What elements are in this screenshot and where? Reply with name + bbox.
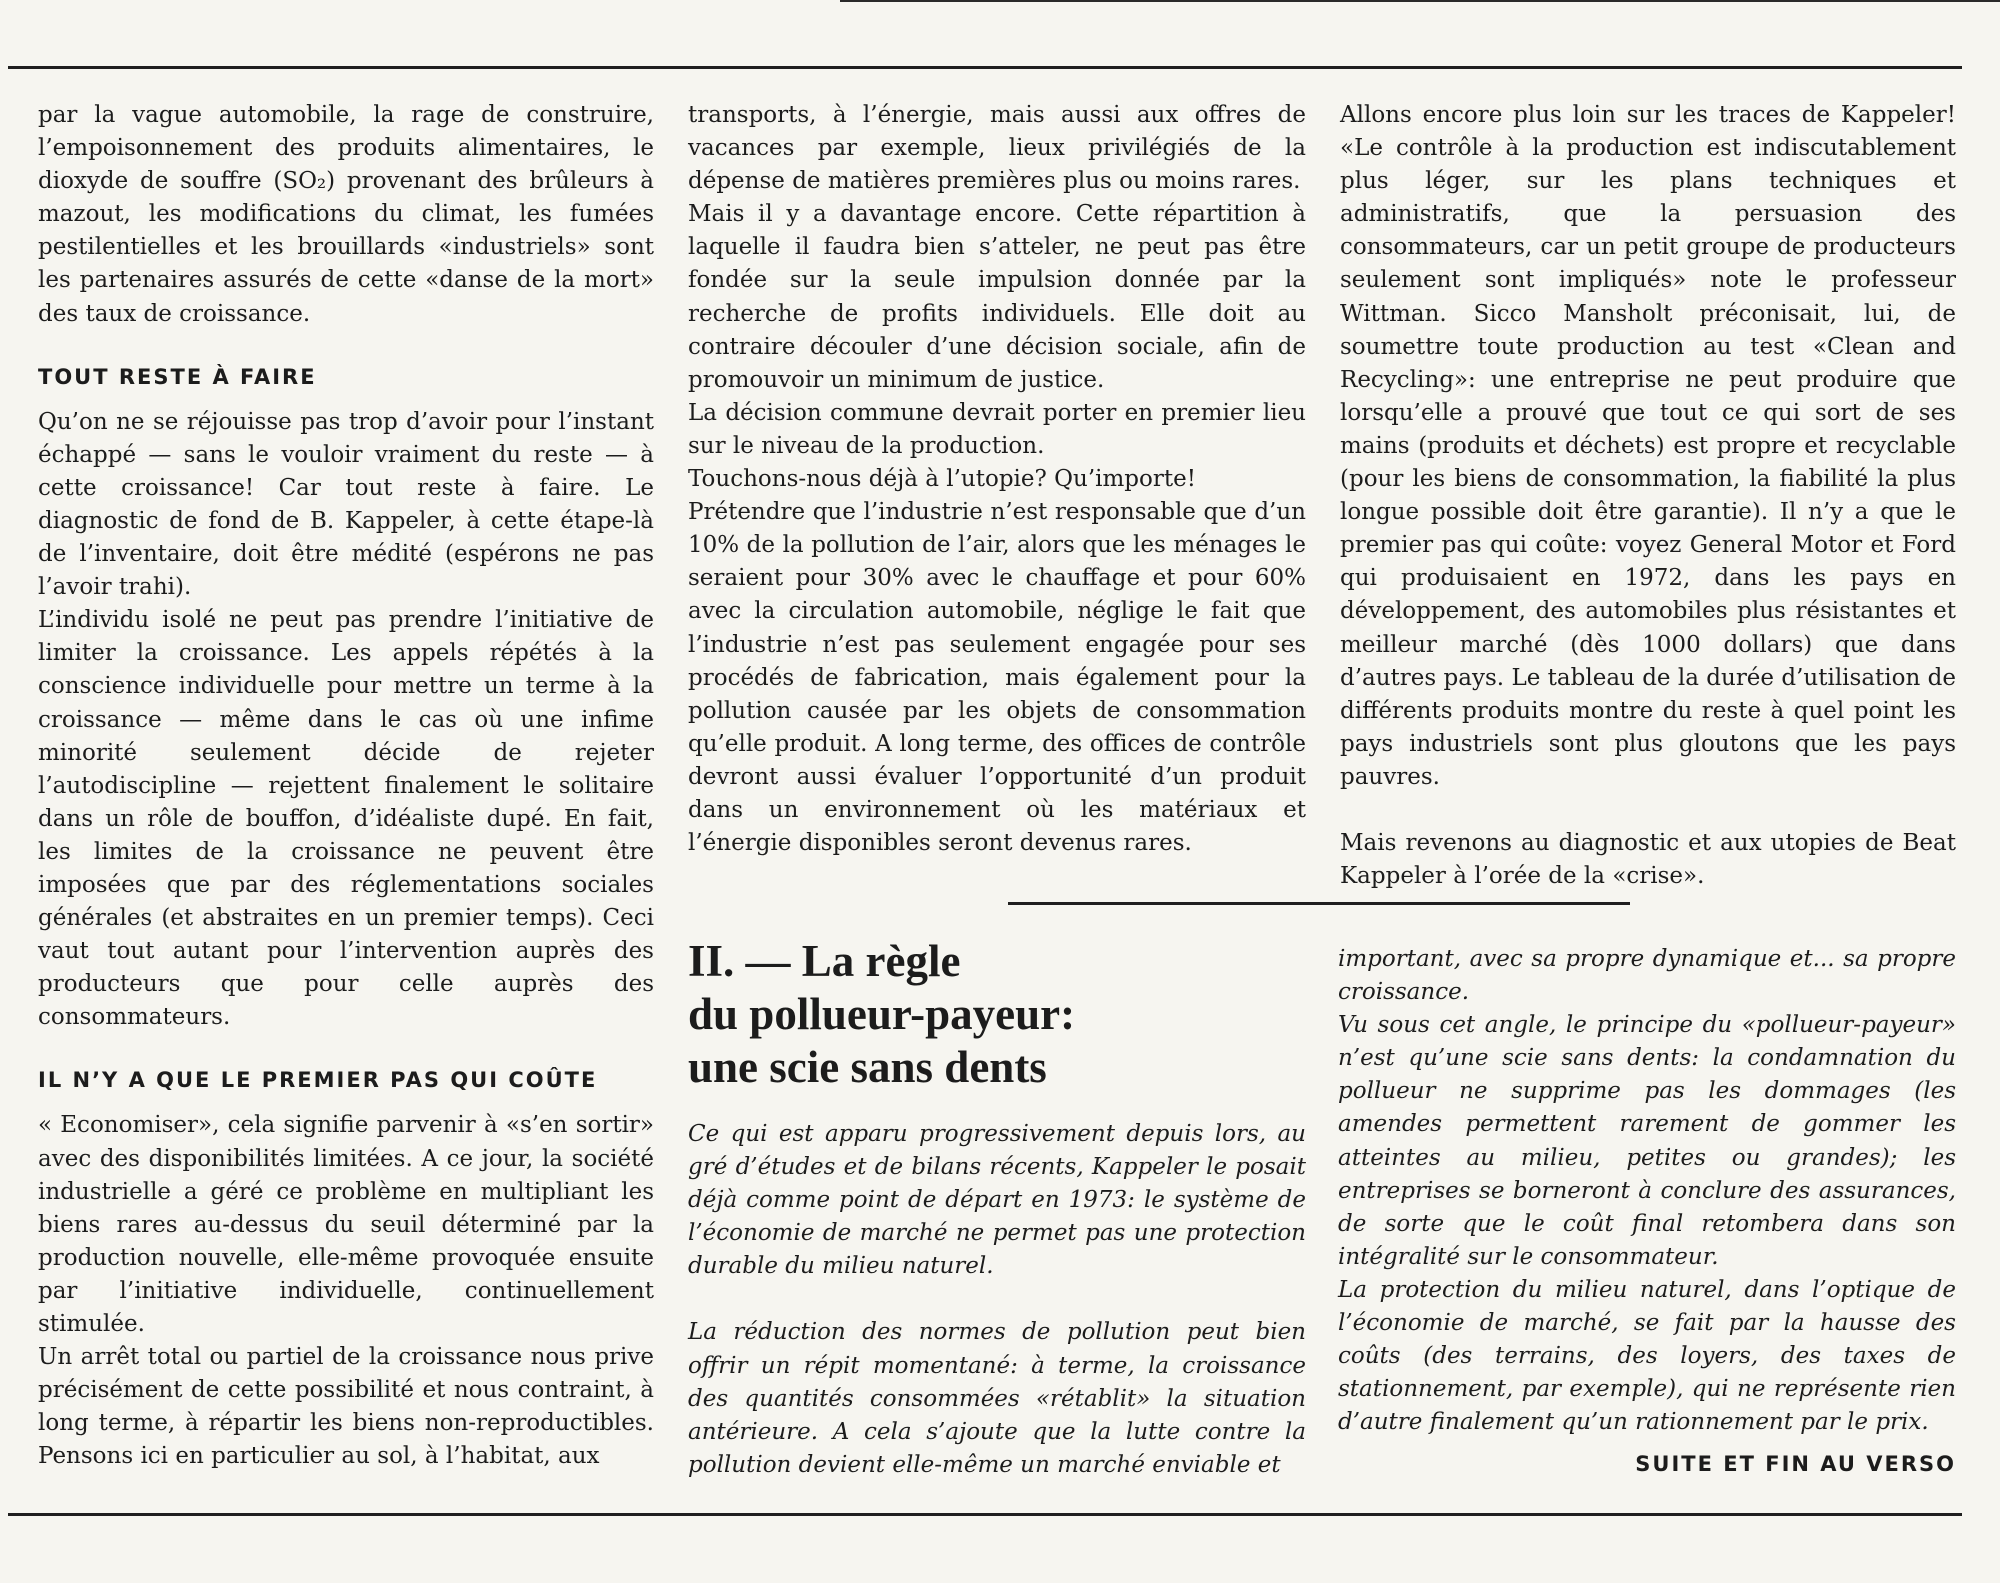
col1-paragraph-5: Un arrêt total ou partiel de la croissance nous prive précisément de cette possibilité et nous contraint, à long terme, à répartir les biens non-reproductibles. Pensons ici en particulier au sol, à l’habitat, aux <box>38 1344 654 1470</box>
continuation-paragraph-1: important, avec sa propre dynamique et... sa propre croissance. <box>1338 946 1956 1006</box>
bottom-rule <box>8 1513 1962 1516</box>
column-2 <box>688 99 1306 860</box>
continuation-paragraph-2: Vu sous cet angle, le principe du «pollueur-payeur» n’est qu’une scie sans dents: la condamnation du pollueur ne supprime pas les dommages (les amendes permettent rarement de gommer les atteintes au milieu, petites ou grandes); les entreprises se borneront à conclure des assurances, de sorte que le coût final retombera dans son intégralité sur le consommateur. <box>1338 1012 1956 1270</box>
col1-paragraph-1: par la vague automobile, la rage de construire, l’empoisonnement des produits alimentaires, le dioxyde de souffre (SO₂) provenant des brûleurs à mazout, les modifications du climat, les fumées pestilentielles et les brouillards «industriels» sont les partenaires assurés de cette «danse de la mort» des taux de croissance. <box>38 102 654 327</box>
paragraph-gap <box>1340 794 1956 827</box>
continued-on-reverse-label: SUITE ET FIN AU VERSO <box>1635 1452 1956 1476</box>
col2-paragraph-3: La décision commune devrait porter en premier lieu sur le niveau de la production. <box>688 399 1306 459</box>
section-heading-premier-pas: IL N’Y A QUE LE PREMIER PAS QUI COÛTE <box>38 1068 598 1093</box>
col1-paragraph-2: Qu’on ne se réjouisse pas trop d’avoir pour l’instant échappé — sans le vouloir vraiment du reste — à cette croissance! Car tout reste à faire. Le diagnostic de fond de B. Kappeler, à cette étape-là de l’inventaire, doit être médité (espérons ne pas l’avoir trahi). <box>38 408 654 601</box>
top-rule <box>8 66 1962 69</box>
col2-paragraph-2: Mais il y a davantage encore. Cette répartition à laquelle il faudra bien s’atteler, ne peut pas être fondée sur la seule impulsion donnée par la recherche de profits individuels. Elle doit au contraire découler d’une décision sociale, afin de promouvoir un minimum de justice. <box>688 201 1306 393</box>
col3-paragraph-1: Allons encore plus loin sur les traces de Kappeler! «Le contrôle à la production est indiscutablement plus léger, sur les plans techniques et administratifs, que la persuasion des consommateurs, car un petit groupe de producteurs seulement sont impliqués» note le professeur Wittman. Sicco Mansholt préconisait, lui, de soumettre toute production au test «Clean and Recycling»: une entreprise ne peut produire que lorsqu’elle a prouvé que tout ce qui sort de ses mains (produits et déchets) est propre et recyclable (pour les biens de consommation, la fiabilité la plus longue possible doit être garantie). Il n’y a que le premier pas qui coûte: voyez General Motor et Ford qui produisaient en 1972, dans les pays en développement, des automobiles plus résistantes et meilleur marché (dès 1000 dollars) que dans d’autres pays. Le tableau de la durée d’utilisation de différents produits montre du reste à quel point les pays industriels sont plus gloutons que les pays pauvres. <box>1340 102 1956 790</box>
article-divider-rule <box>1008 902 1630 905</box>
headline-line-1: II. — La règle <box>688 936 961 986</box>
article-continuation-column <box>1338 943 1956 1439</box>
continuation-paragraph-3: La protection du milieu naturel, dans l’optique de l’économie de marché, se fait par la hausse des coûts (des terrains, des loyers, des taxes de stationnement, par exemple), qui ne représente rien d’autre finalement qu’un rationnement par le prix. <box>1338 1276 1956 1436</box>
top-edge-rule <box>840 0 2000 2</box>
lead-paragraph-2: La réduction des normes de pollution peut bien offrir un répit momentané: à terme, la croissance des quantités consommées «rétablit» la situation antérieure. A cela s’ajoute que la lutte contre la pollution devient elle-même un marché enviable et <box>688 1319 1306 1478</box>
paragraph-gap <box>688 1283 1306 1316</box>
col1-paragraph-4: « Economiser», cela signifie parvenir à «s’en sortir» avec des disponibilités limitées. A ce jour, la société industrielle a géré ce problème en multipliant les biens rares au-dessus du seuil déterminé par la production nouvelle, elle-même provoquée ensuite par l’initiative individuelle, continuellement stimulée. <box>38 1112 654 1337</box>
col1-paragraph-3: L’individu isolé ne peut pas prendre l’initiative de limiter la croissance. Les appels répétés à la conscience individuelle pour mettre un terme à la croissance — même dans le cas où une infime minorité seulement décide de rejeter l’autodiscipline — rejettent finalement le solitaire dans un rôle de bouffon, d’idéaliste dupé. En fait, les limites de la croissance ne peuvent être imposées que par des réglementations sociales générales (et abstraites en un premier temps). Ceci vaut tout autant pour l’intervention auprès des producteurs que pour celle auprès des consommateurs. <box>38 607 654 1031</box>
article-headline <box>688 935 1308 1094</box>
lead-paragraph-1: Ce qui est apparu progressivement depuis lors, au gré d’études et de bilans récents, Kappeler le posait déjà comme point de départ en 1973: le système de l’économie de marché ne permet pas une protection durable du milieu naturel. <box>688 1121 1306 1280</box>
column-3 <box>1340 99 1956 893</box>
headline-line-2: du pollueur-payeur: <box>688 989 1076 1039</box>
col2-paragraph-1: transports, à l’énergie, mais aussi aux offres de vacances par exemple, lieux privilégiés de la dépense de matières premières plus ou moins rares. <box>688 102 1306 195</box>
article-lead <box>688 1118 1306 1482</box>
column-1 <box>38 99 654 1473</box>
col2-paragraph-4: Touchons-nous déjà à l’utopie? Qu’importe! <box>688 466 1196 493</box>
section-heading-tout-reste-a-faire: TOUT RESTE À FAIRE <box>38 364 317 389</box>
col2-paragraph-5: Prétendre que l’industrie n’est responsable que d’un 10% de la pollution de l’air, alors que les ménages le seraient pour 30% avec le chauffage et pour 60% avec la circulation automobile, néglige le fait que l’industrie n’est pas seulement engagée pour ses procédés de fabrication, mais également pour la pollution causée par les objets de consommation qu’elle produit. A long terme, des offices de contrôle devront aussi évaluer l’opportunité d’un produit dans un environnement où les matériaux et l’énergie disponibles seront devenus rares. <box>688 499 1306 857</box>
col3-paragraph-2: Mais revenons au diagnostic et aux utopies de Beat Kappeler à l’orée de la «crise». <box>1340 829 1956 890</box>
headline-line-3: une scie sans dents <box>688 1042 1047 1092</box>
